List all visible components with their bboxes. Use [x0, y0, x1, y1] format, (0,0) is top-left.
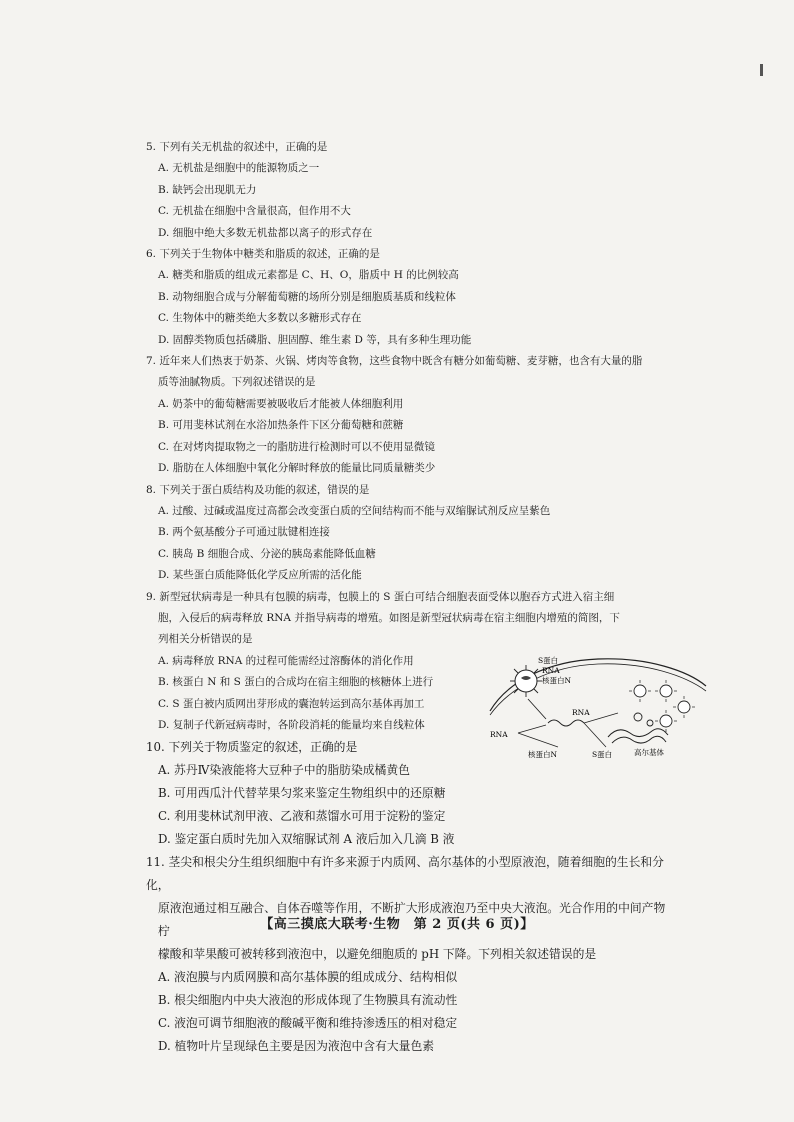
scan-mark	[760, 64, 763, 76]
question-stem-continued-2: 列相关分析错误的是	[158, 633, 253, 646]
option-b: B. 缺钙会出现肌无力	[158, 183, 257, 196]
option-a: A. 奶茶中的葡萄糖需要被吸收后才能被人体细胞利用	[158, 397, 404, 410]
arrow-line	[518, 725, 546, 733]
option-c: C. 在对烤肉提取物之一的脂肪进行检测时可以不使用显微镜	[158, 440, 435, 453]
question-stem-continued: 胞，入侵后的病毒释放 RNA 并指导病毒的增殖。如图是新型冠状病毒在宿主细胞内增殖的简图，下	[158, 611, 620, 624]
virus-progeny	[634, 685, 690, 727]
virus-replication-diagram	[488, 651, 708, 761]
question-8	[146, 480, 666, 587]
virus-entering	[510, 665, 542, 697]
option-a: A. 病毒释放 RNA 的过程可能需经过溶酶体的消化作用	[158, 654, 414, 667]
option-c: C. 胰岛 B 细胞合成、分泌的胰岛素能降低血糖	[158, 547, 376, 560]
golgi-body	[608, 728, 668, 736]
arrow-line	[518, 733, 558, 747]
question-stem: 6. 下列关于生物体中糖类和脂质的叙述，正确的是	[146, 248, 380, 261]
label-rna-left: RNA	[490, 729, 508, 739]
label-rna-mid: RNA	[572, 707, 590, 717]
option-c: C. 利用斐林试剂甲液、乙液和蒸馏水可用于淀粉的鉴定	[158, 809, 446, 824]
option-d: D. 某些蛋白质能降低化学反应所需的活化能	[158, 569, 362, 582]
option-d: D. 固醇类物质包括磷脂、胆固醇、维生素 D 等，具有多种生理功能	[158, 333, 472, 346]
vesicle	[634, 713, 642, 721]
golgi-body-inner	[612, 736, 666, 743]
option-c: C. 液泡可调节细胞液的酸碱平衡和维持渗透压的相对稳定	[158, 1016, 458, 1031]
question-stem-continued-2: 檬酸和苹果酸可被转移到液泡中，以避免细胞质的 pH 下降。下列相关叙述错误的是	[158, 947, 597, 962]
label-golgi: 高尔基体	[634, 747, 664, 757]
entry-arrow	[528, 699, 546, 719]
question-stem-continued: 原液泡通过相互融合、自体吞噬等作用，不断扩大形成液泡乃至中央大液泡。光合作用的中间产物柠	[158, 901, 666, 939]
option-d: D. 鉴定蛋白质时先加入双缩脲试剂 A 液后加入几滴 B 液	[158, 832, 455, 847]
question-7	[146, 351, 666, 479]
question-11	[146, 851, 666, 1058]
question-stem-continued: 质等油腻物质。下列叙述错误的是	[158, 376, 316, 389]
option-a: A. 无机盐是细胞中的能源物质之一	[158, 162, 320, 175]
option-b: B. 核蛋白 N 和 S 蛋白的合成均在宿主细胞的核糖体上进行	[158, 676, 434, 689]
question-stem: 9. 新型冠状病毒是一种具有包膜的病毒，包膜上的 S 蛋白可结合细胞表面受体以胞吞方式进入宿主细	[146, 590, 615, 603]
label-nucleoprotein-bottom: 核蛋白N	[528, 749, 558, 759]
option-b: B. 可用斐林试剂在水浴加热条件下区分葡萄糖和蔗糖	[158, 419, 404, 432]
arrow-line	[584, 723, 606, 747]
option-b: B. 根尖细胞内中央大液泡的形成体现了生物膜具有流动性	[158, 993, 458, 1008]
vesicle	[647, 720, 653, 726]
question-stem: 5. 下列有关无机盐的叙述中，正确的是	[146, 141, 328, 153]
option-a: A. 过酸、过碱或温度过高都会改变蛋白质的空间结构而不能与双缩脲试剂反应呈紫色	[158, 504, 551, 517]
option-d: D. 植物叶片呈现绿色主要是因为液泡中含有大量色素	[158, 1039, 435, 1054]
label-nucleoprotein-top: 核蛋白N	[542, 675, 572, 685]
question-stem: 10. 下列关于物质鉴定的叙述，正确的是	[146, 740, 358, 755]
option-c: C. 生物体中的糖类绝大多数以多糖形式存在	[158, 312, 362, 325]
option-b: B. 动物细胞合成与分解葡萄糖的场所分别是细胞质基质和线粒体	[158, 290, 456, 303]
question-stem: 8. 下列关于蛋白质结构及功能的叙述，错误的是	[146, 483, 370, 496]
option-a: A. 苏丹Ⅳ染液能将大豆种子中的脂肪染成橘黄色	[158, 763, 410, 778]
option-b: B. 可用西瓜汁代替苹果匀浆来鉴定生物组织中的还原糖	[158, 786, 446, 801]
label-s-protein-bottom: S蛋白	[592, 749, 613, 759]
rna-strand	[548, 720, 584, 726]
option-a: A. 液泡膜与内质网膜和高尔基体膜的组成成分、结构相似	[158, 970, 458, 985]
option-b: B. 两个氨基酸分子可通过肽键相连接	[158, 526, 330, 539]
option-d: D. 复制子代新冠病毒时，各阶段消耗的能量均来自线粒体	[158, 718, 425, 731]
option-d: D. 细胞中绝大多数无机盐都以离子的形式存在	[158, 226, 373, 239]
option-c: C. 无机盐在细胞中含量很高，但作用不大	[158, 205, 351, 218]
label-rna-top: RNA	[542, 665, 560, 675]
question-6	[146, 244, 666, 351]
option-d: D. 脂肪在人体细胞中氧化分解时释放的能量比同质量糖类少	[158, 462, 436, 475]
question-5	[146, 137, 666, 244]
option-c: C. S 蛋白被内质网出芽形成的囊泡转运到高尔基体再加工	[158, 697, 425, 710]
page-footer: 【高三摸底大联考·生物 第 2 页(共 6 页)】	[260, 917, 534, 932]
label-s-protein: S蛋白	[538, 655, 559, 665]
question-stem: 7. 近年来人们热衷于奶茶、火锅、烤肉等食物，这些食物中既含有糖分如葡萄糖、麦芽糖，也含有大量的脂	[146, 355, 643, 368]
question-stem: 11. 茎尖和根尖分生组织细胞中有许多来源于内质网、高尔基体的小型原液泡，随着细胞的生长和分化，	[146, 855, 664, 893]
option-a: A. 糖类和脂质的组成元素都是 C、H、O，脂质中 H 的比例较高	[158, 269, 459, 282]
